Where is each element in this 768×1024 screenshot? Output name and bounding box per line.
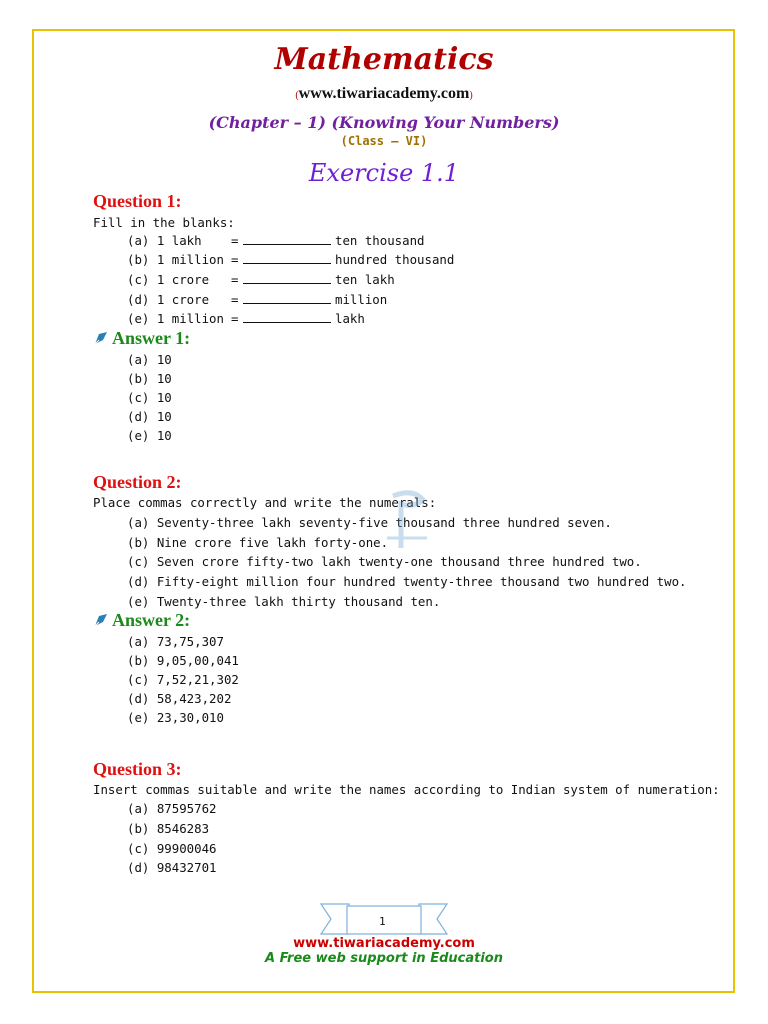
answer-2-heading xyxy=(93,610,190,631)
list-item: (b) Nine crore five lakh forty-one. xyxy=(127,535,389,550)
blank-label: (c) 1 crore xyxy=(127,272,210,287)
list-item: (b) 9,05,00,041 xyxy=(127,653,239,668)
question-1-heading: Question 1: xyxy=(93,191,182,211)
answer-1-label: Answer 1: xyxy=(112,328,191,348)
blank-label: (d) 1 crore xyxy=(127,292,210,307)
pen-icon xyxy=(93,612,109,628)
site-paren-close: ) xyxy=(469,90,473,101)
site-paren-open: ( xyxy=(295,90,299,101)
list-item: (c) 10 xyxy=(127,390,172,405)
blank-unit: ten thousand xyxy=(335,233,425,248)
blank-row xyxy=(127,311,365,326)
equals-sign: = xyxy=(231,292,239,307)
blank-row xyxy=(127,233,425,248)
list-item: (c) 7,52,21,302 xyxy=(127,672,239,687)
list-item: (c) 99900046 xyxy=(127,841,217,856)
blank-line xyxy=(243,312,331,323)
blank-label: (e) 1 million xyxy=(127,311,224,326)
list-item: (d) 98432701 xyxy=(127,860,217,875)
equals-sign: = xyxy=(231,233,239,248)
blank-unit: million xyxy=(335,292,388,307)
chapter-heading: (Chapter – 1) (Knowing Your Numbers) xyxy=(208,113,560,132)
list-item: (d) Fifty-eight million four hundred twenty-three thousand two hundred two. xyxy=(127,574,687,589)
page-title: Mathematics xyxy=(274,42,494,77)
list-item: (d) 58,423,202 xyxy=(127,691,232,706)
footer-tagline: A Free web support in Education xyxy=(265,951,503,966)
blank-line xyxy=(243,273,331,284)
list-item: (b) 10 xyxy=(127,371,172,386)
blank-line xyxy=(243,293,331,304)
list-item: (d) 10 xyxy=(127,409,172,424)
blank-unit: lakh xyxy=(335,311,365,326)
exercise-heading: Exercise 1.1 xyxy=(308,159,460,187)
list-item: (b) 8546283 xyxy=(127,821,210,836)
question-2-heading: Question 2: xyxy=(93,472,182,492)
blank-unit: ten lakh xyxy=(335,272,395,287)
list-item: (c) Seven crore fifty-two lakh twenty-one thousand three hundred two. xyxy=(127,554,642,569)
blank-row xyxy=(127,272,395,287)
question-3-heading: Question 3: xyxy=(93,759,182,779)
answer-2-label: Answer 2: xyxy=(112,610,191,630)
blank-line xyxy=(243,234,331,245)
list-item: (a) 87595762 xyxy=(127,801,217,816)
question-1-prompt: Fill in the blanks: xyxy=(93,215,235,230)
question-3-prompt: Insert commas suitable and write the names according to Indian system of numeration: xyxy=(93,782,720,797)
page-number: 1 xyxy=(379,915,386,928)
footer-url[interactable]: www.tiwariacademy.com xyxy=(293,936,475,951)
site-link[interactable]: www.tiwariacademy.com xyxy=(298,85,470,102)
list-item: (e) 10 xyxy=(127,428,172,443)
equals-sign: = xyxy=(231,272,239,287)
blank-label: (a) 1 lakh xyxy=(127,233,202,248)
site-line xyxy=(0,85,768,103)
pen-icon xyxy=(93,330,109,346)
class-label: (Class – VI) xyxy=(340,134,428,148)
watermark-logo xyxy=(383,488,431,558)
blank-unit: hundred thousand xyxy=(335,252,455,267)
blank-row xyxy=(127,292,387,307)
list-item: (a) 10 xyxy=(127,352,172,367)
list-item: (e) 23,30,010 xyxy=(127,710,224,725)
blank-line xyxy=(243,253,331,264)
question-2-prompt: Place commas correctly and write the numerals: xyxy=(93,495,437,510)
equals-sign: = xyxy=(231,252,239,267)
list-item: (e) Twenty-three lakh thirty thousand ten. xyxy=(127,594,441,609)
blank-label: (b) 1 million xyxy=(127,252,224,267)
equals-sign: = xyxy=(231,311,239,326)
list-item: (a) Seventy-three lakh seventy-five thousand three hundred seven. xyxy=(127,515,612,530)
answer-1-heading xyxy=(93,328,190,349)
list-item: (a) 73,75,307 xyxy=(127,634,224,649)
blank-row xyxy=(127,252,454,267)
